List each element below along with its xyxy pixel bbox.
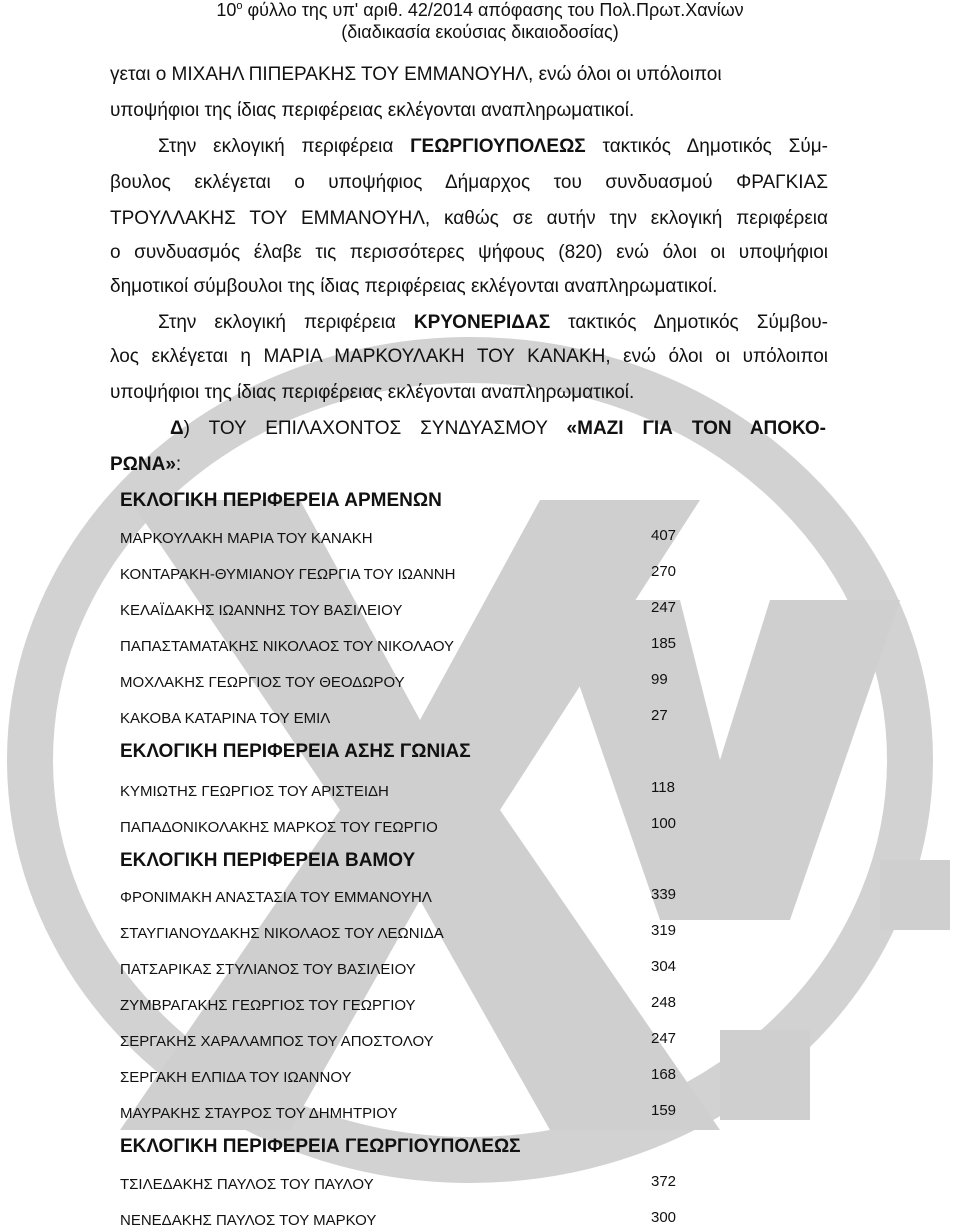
candidate-name: ΠΑΠΑΔΟΝΙΚΟΛΑΚΗΣ ΜΑΡΚΟΣ ΤΟΥ ΓΕΩΡΓΙΟ xyxy=(120,819,438,836)
text-run: Στην εκλογική περιφέρεια xyxy=(158,312,414,333)
candidate-votes: 319 xyxy=(651,922,677,939)
candidate-name: ΣΤΑΥΓΙΑΝΟΥΔΑΚΗΣ ΝΙΚΟΛΑΟΣ ΤΟΥ ΛΕΩΝΙΔΑ xyxy=(120,925,444,942)
text-run: τακτικός Δημοτικός Σύμβου- xyxy=(550,312,829,333)
paragraph-line xyxy=(158,312,828,334)
page-header-line-1 xyxy=(0,0,960,21)
section-title: ΕΚΛΟΓΙΚΗ ΠΕΡΙΦΕΡΕΙΑ ΑΡΜΕΝΩΝ xyxy=(120,490,442,511)
candidate-name: ΚΑΚΟΒΑ ΚΑΤΑΡΙΝΑ ΤΟΥ ΕΜΙΛ xyxy=(120,710,331,727)
text-run: : xyxy=(175,454,182,475)
candidate-votes: 270 xyxy=(651,563,677,580)
candidate-name: ΜΟΧΛΑΚΗΣ ΓΕΩΡΓΙΟΣ ΤΟΥ ΘΕΟΔΩΡΟΥ xyxy=(120,674,405,691)
candidate-name: ΠΑΤΣΑΡΙΚΑΣ ΣΤΥΛΙΑΝΟΣ ΤΟΥ ΒΑΣΙΛΕΙΟΥ xyxy=(120,961,416,978)
coalition-heading-line xyxy=(110,454,828,476)
paragraph-line: γεται ο ΜΙΧΑΗΛ ΠΙΠΕΡΑΚΗΣ ΤΟΥ ΕΜΜΑΝΟΥΗΛ, ενώ όλοι οι υπόλοιποι xyxy=(110,64,722,85)
text-run: Στην εκλογική περιφέρεια xyxy=(158,136,411,157)
candidate-name: ΝΕΝΕΔΑΚΗΣ ΠΑΥΛΟΣ ΤΟΥ ΜΑΡΚΟΥ xyxy=(120,1212,377,1229)
paragraph-line: υποψήφιοι της ίδιας περιφέρειας εκλέγονται αναπληρωματικοί. xyxy=(110,382,635,403)
district-name: ΚΡΥΟΝΕΡΙΔΑΣ xyxy=(413,312,551,333)
coalition-name-end: ΡΩΝΑ» xyxy=(110,454,176,475)
paragraph-line: δημοτικοί σύμβουλοι της ίδιας περιφέρειας εκλέγονται αναπληρωματικοί. xyxy=(110,276,718,297)
candidate-name: ΠΑΠΑΣΤΑΜΑΤΑΚΗΣ ΝΙΚΟΛΑΟΣ ΤΟΥ ΝΙΚΟΛΑΟΥ xyxy=(120,638,455,655)
candidate-name: ΦΡΟΝΙΜΑΚΗ ΑΝΑΣΤΑΣΙΑ ΤΟΥ ΕΜΜΑΝΟΥΗΛ xyxy=(120,889,432,906)
paragraph-line: ΤΡΟΥΛΛΑΚΗΣ ΤΟΥ ΕΜΜΑΝΟΥΗΛ, καθώς σε αυτήν την εκλογική περιφέρεια xyxy=(110,208,828,229)
section-title: ΕΚΛΟΓΙΚΗ ΠΕΡΙΦΕΡΕΙΑ ΓΕΩΡΓΙΟΥΠΟΛΕΩΣ xyxy=(120,1136,521,1157)
candidate-votes: 185 xyxy=(651,635,677,652)
candidate-name: ΜΑΥΡΑΚΗΣ ΣΤΑΥΡΟΣ ΤΟΥ ΔΗΜΗΤΡΙΟΥ xyxy=(120,1105,398,1122)
section-title: ΕΚΛΟΓΙΚΗ ΠΕΡΙΦΕΡΕΙΑ ΑΣΗΣ ΓΩΝΙΑΣ xyxy=(120,741,471,762)
coalition-heading-line xyxy=(170,418,826,440)
watermark-letter-v xyxy=(550,600,900,920)
watermark-dot-2 xyxy=(880,860,950,930)
section-title: ΕΚΛΟΓΙΚΗ ΠΕΡΙΦΕΡΕΙΑ ΒΑΜΟΥ xyxy=(120,850,416,871)
text-run: ) ΤΟΥ ΕΠΙΛΑΧΟΝΤΟΣ ΣΥΝΔΥΑΣΜΟΥ xyxy=(183,418,567,439)
candidate-votes: 248 xyxy=(651,994,677,1011)
paragraph-line: λος εκλέγεται η ΜΑΡΙΑ ΜΑΡΚΟΥΛΑΚΗ ΤΟΥ ΚΑΝΑΚΗ, ενώ όλοι οι υπόλοιποι xyxy=(110,346,828,367)
page-number: 10 xyxy=(216,0,237,20)
candidate-votes: 99 xyxy=(651,671,668,688)
paragraph-line xyxy=(158,136,828,158)
candidate-votes: 159 xyxy=(651,1102,677,1119)
candidate-votes: 304 xyxy=(651,958,677,975)
paragraph-line: υποψήφιοι της ίδιας περιφέρειας εκλέγονται αναπληρωματικοί. xyxy=(110,100,635,121)
candidate-votes: 300 xyxy=(651,1209,677,1226)
candidate-name: ΣΕΡΓΑΚΗ ΕΛΠΙΔΑ ΤΟΥ ΙΩΑΝΝΟΥ xyxy=(120,1069,352,1086)
page-number-suffix: ο xyxy=(236,0,243,12)
paragraph-line: βουλος εκλέγεται ο υποψήφιος Δήμαρχος του συνδυασμού ΦΡΑΓΚΙΑΣ xyxy=(110,172,828,193)
candidate-votes: 407 xyxy=(651,527,677,544)
district-name: ΓΕΩΡΓΙΟΥΠΟΛΕΩΣ xyxy=(410,136,586,157)
watermark-dot xyxy=(720,1030,810,1120)
text-run: τακτικός Δημοτικός Σύμ- xyxy=(585,136,828,157)
candidate-name: ΜΑΡΚΟΥΛΑΚΗ ΜΑΡΙΑ ΤΟΥ ΚΑΝΑΚΗ xyxy=(120,530,373,547)
candidate-votes: 100 xyxy=(651,815,677,832)
candidate-name: ΖΥΜΒΡΑΓΑΚΗΣ ΓΕΩΡΓΙΟΣ ΤΟΥ ΓΕΩΡΓΙΟΥ xyxy=(120,997,416,1014)
candidate-name: ΤΣΙΛΕΔΑΚΗΣ ΠΑΥΛΟΣ ΤΟΥ ΠΑΥΛΟΥ xyxy=(120,1176,374,1193)
candidate-name: ΚΕΛΑΪΔΑΚΗΣ ΙΩΑΝΝΗΣ ΤΟΥ ΒΑΣΙΛΕΙΟΥ xyxy=(120,602,403,619)
candidate-votes: 168 xyxy=(651,1066,677,1083)
candidate-name: ΣΕΡΓΑΚΗΣ ΧΑΡΑΛΑΜΠΟΣ ΤΟΥ ΑΠΟΣΤΟΛΟΥ xyxy=(120,1033,434,1050)
candidate-votes: 118 xyxy=(651,779,675,796)
candidate-votes: 247 xyxy=(651,1030,677,1047)
page-header-line-2: (διαδικασία εκούσιας δικαιοδοσίας) xyxy=(341,22,619,42)
candidate-name: ΚΥΜΙΩΤΗΣ ΓΕΩΡΓΙΟΣ ΤΟΥ ΑΡΙΣΤΕΙΔΗ xyxy=(120,783,389,800)
coalition-name: «ΜΑΖΙ ΓΙΑ ΤΟΝ ΑΠΟΚΟ- xyxy=(566,418,826,439)
header-decision-ref: φύλλο της υπ' αριθ. 42/2014 απόφασης του Πολ.Πρωτ.Χανίων xyxy=(242,0,744,20)
candidate-votes: 247 xyxy=(651,599,677,616)
candidate-votes: 372 xyxy=(651,1173,677,1190)
candidate-votes: 27 xyxy=(651,707,668,724)
candidate-name: ΚΟΝΤΑΡΑΚΗ-ΘΥΜΙΑΝΟΥ ΓΕΩΡΓΙΑ ΤΟΥ ΙΩΑΝΝΗ xyxy=(120,566,456,583)
paragraph-line: ο συνδυασμός έλαβε τις περισσότερες ψήφους (820) ενώ όλοι οι υποψήφιοι xyxy=(110,242,828,263)
text-run: Δ xyxy=(170,418,184,439)
candidate-votes: 339 xyxy=(651,886,677,903)
